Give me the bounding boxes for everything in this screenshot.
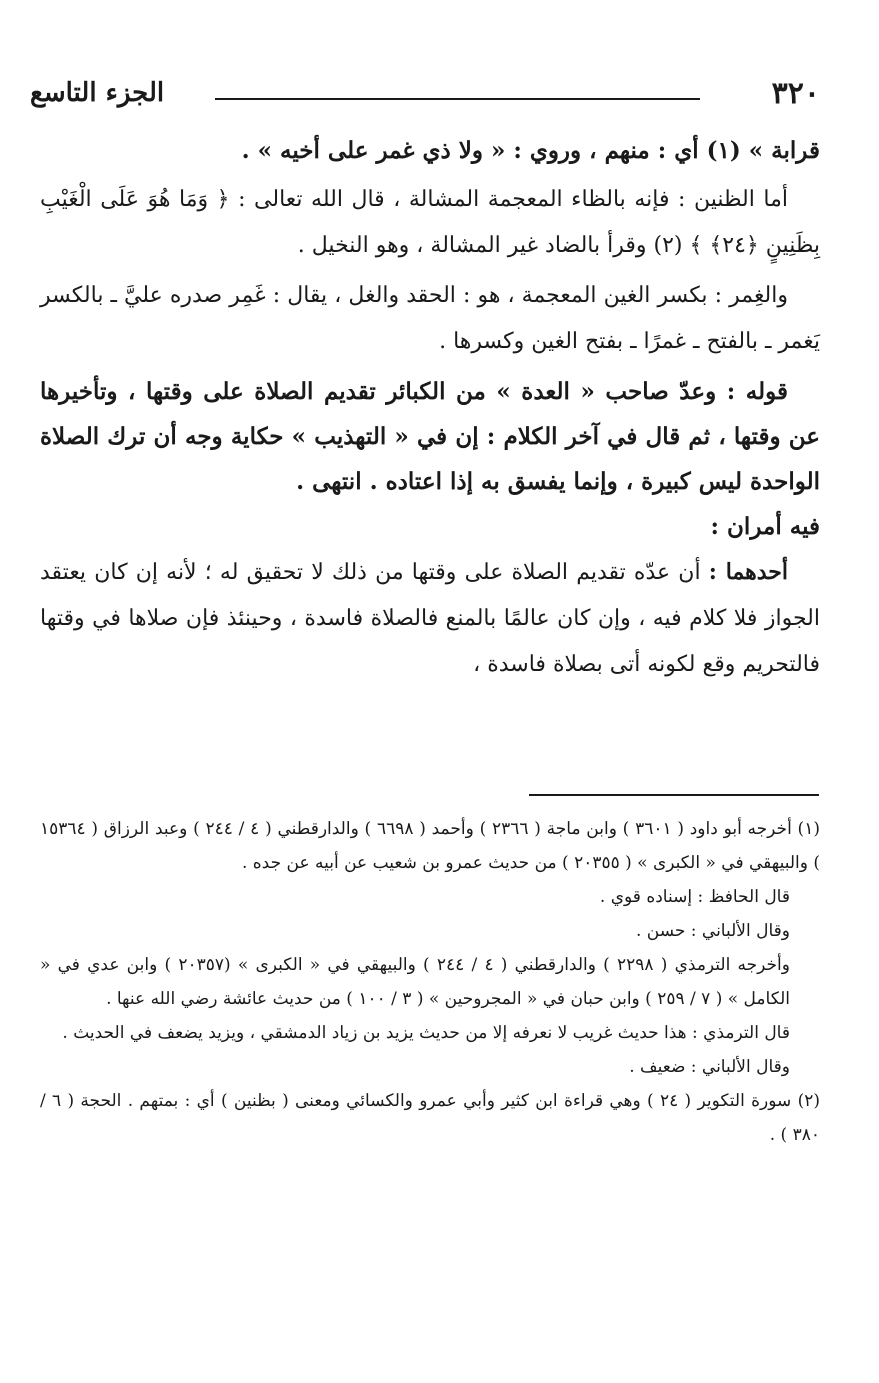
page-header xyxy=(30,70,820,120)
footnotes xyxy=(40,812,820,1152)
first-matter-text: أن عدّه تقديم الصلاة على وقتها من ذلك لا تحقيق له ؛ لأنه إن كان يعتقد الجواز فلا كلام فيه ، وإن كان عالمًا بالمنع فالصلاة فاسدة ، وحينئذ فإن صلاها في وقتها فالتحريم وقع لكونه أتى بصلاة فاسدة ، xyxy=(40,560,820,677)
footnote-1-tirmidhi-source: وأخرجه الترمذي ( ٢٢٩٨ ) والدارقطني ( ٤ / ٢٤٤ ) والبيهقي في « الكبرى » (٢٠٣٥٧ ) وابن عدي في « الكامل » ( ٧ / ٢٥٩ ) وابن حبان في « المجروحين » ( ٣ / ١٠٠ ) من حديث عائشة رضي الله عنها . xyxy=(40,955,790,1009)
first-matter-lead: أحدهما : xyxy=(708,559,788,585)
paragraph-quote: قوله : وعدّ صاحب « العدة » من الكبائر تقديم الصلاة على وقتها ، وتأخيرها عن وقتها ، ثم قال في آخر الكلام : إن في « التهذيب » حكاية وجه أن ترك الصلاة الواحدة ليس كبيرة ، وإنما يفسق به إذا اعتاده . انتهى . xyxy=(40,378,820,495)
paragraph-two-matters: فيه أمران : xyxy=(710,513,820,540)
page-number: ٣٢٠ xyxy=(771,76,820,111)
footnote-1-albani: وقال الألباني : حسن . xyxy=(635,921,790,941)
footnote-1-main: (١) أخرجه أبو داود ( ٣٦٠١ ) وابن ماجة ( ٢٣٦٦ ) وأحمد ( ٦٦٩٨ ) والدارقطني ( ٤ / ٢٤٤ ) وعبد الرزاق ( ١٥٣٦٤ ) والبيهقي في « الكبرى » ( ٢٠٣٥٥ ) من حديث عمرو بن شعيب عن أبيه عن جده . xyxy=(40,819,820,873)
footnote-2: (٢) سورة التكوير ( ٢٤ ) وهي قراءة ابن كثير وأبي عمرو والكسائي ومعنى ( بظنين ) أي : بمتهم . الحجة ( ٦ / ٣٨٠ ) . xyxy=(40,1091,820,1145)
running-title: الجزء التاسع xyxy=(30,78,165,108)
paragraph-continuation: قرابة » (١) أي : منهم ، وروي : « ولا ذي غمر على أخيه » . xyxy=(241,137,820,164)
footnote-1-albani-weak: وقال الألباني : ضعيف . xyxy=(629,1057,790,1077)
paragraph-ghimr: والغِمر : بكسر الغين المعجمة ، هو : الحقد والغل ، يقال : غَمِر صدره عليَّ ـ بالكسر يَغمر ـ بالفتح ـ غمرًا ـ بفتح الغين وكسرها . xyxy=(40,283,820,354)
paragraph-first-matter xyxy=(40,549,820,688)
paragraph-zanin: أما الظنين : فإنه بالظاء المعجمة المشالة ، قال الله تعالى : ﴿ وَمَا هُوَ عَلَى الْغَيْبِ بِظَنِينٍ ﴿٢٤﴾ ﴾ (٢) وقرأ بالضاد غير المشالة ، وهو النخيل . xyxy=(40,187,820,258)
header-rule xyxy=(215,98,700,100)
footnote-1-hafiz: قال الحافظ : إسناده قوي . xyxy=(599,887,790,907)
footnote-separator xyxy=(529,794,819,796)
footnote-1-tirmidhi-comment: قال الترمذي : هذا حديث غريب لا نعرفه إلا من حديث يزيد بن زياد الدمشقي ، ويزيد يضعف في الحديث . xyxy=(62,1023,790,1043)
main-text xyxy=(40,128,820,688)
